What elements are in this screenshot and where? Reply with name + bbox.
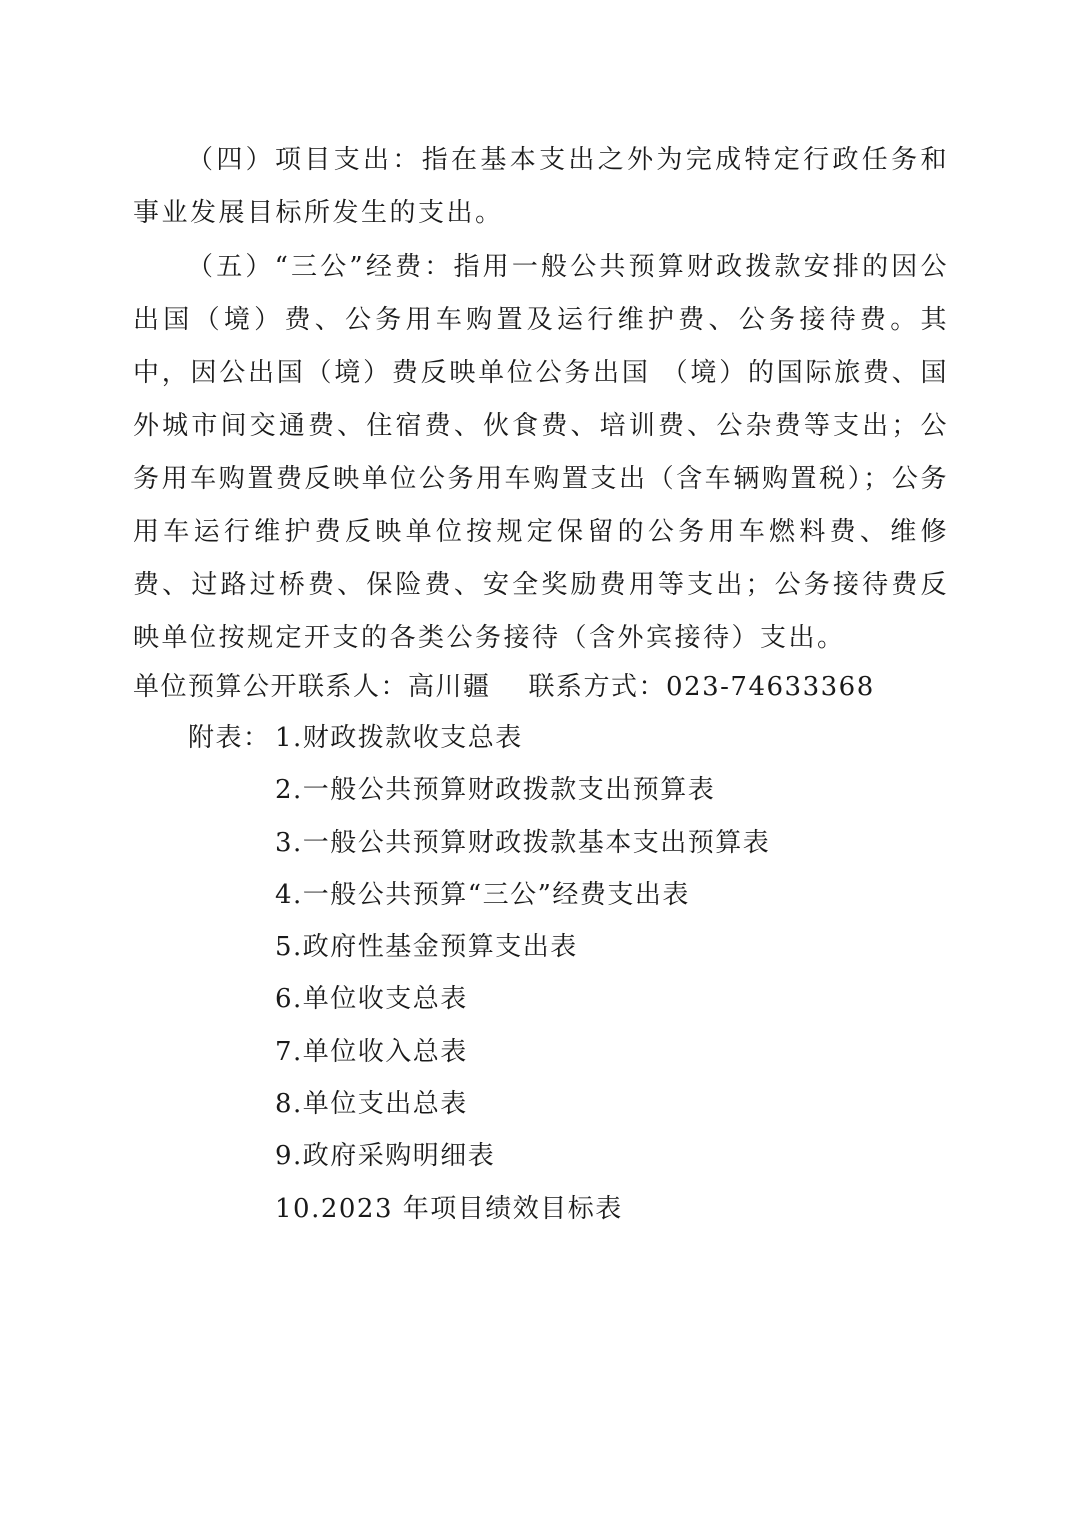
attachments-list bbox=[275, 712, 770, 1235]
attachment-item: 1.财政拨款收支总表 bbox=[275, 723, 523, 753]
attachments-label: 附表： bbox=[188, 723, 271, 753]
attachment-item: 4.一般公共预算“三公”经费支出表 bbox=[275, 879, 690, 910]
paragraph-project-expenditure: （四）项目支出：指在基本支出之外为完成特定行政任务和事业发展目标所发生的支出。 bbox=[133, 145, 949, 228]
contact-line bbox=[133, 661, 875, 714]
attachment-item: 9.政府采购明细表 bbox=[275, 1141, 496, 1172]
attachment-item: 7.单位收入总表 bbox=[275, 1036, 468, 1067]
attachment-item: 3.一般公共预算财政拨款基本支出预算表 bbox=[275, 827, 771, 858]
attachment-item: 6.单位收支总表 bbox=[275, 984, 468, 1015]
attachment-item: 10.2023 年项目绩效目标表 bbox=[275, 1193, 623, 1224]
attachment-item: 5.政府性基金预算支出表 bbox=[275, 932, 578, 963]
attachment-item: 2.一般公共预算财政拨款支出预算表 bbox=[275, 775, 716, 806]
contact-phone: 联系方式：023-74633368 bbox=[528, 672, 875, 702]
contact-person: 单位预算公开联系人：高川疆 bbox=[133, 672, 491, 702]
paragraph-three-public-expenses: （五）“三公”经费：指用一般公共预算财政拨款安排的因公出国（境）费、公务用车购置及运行维护费、公务接待费。其中，因公出国（境）费反映单位公务出国 （境）的国际旅费、国外城市间交通费、住宿费、伙食费、培训费、公杂费等支出；公务用车购置费反映单位公务用车购置支出（含车辆购置税）；公务用车运行维护费反映单位按规定保留的公务用车燃料费、维修费、过路过桥费、保险费、安全奖励费用等支出；公务接待费反映单位按规定开支的各类公务接待（含外宾接待）支出。 bbox=[133, 252, 949, 653]
attachment-item: 8.单位支出总表 bbox=[275, 1089, 468, 1120]
